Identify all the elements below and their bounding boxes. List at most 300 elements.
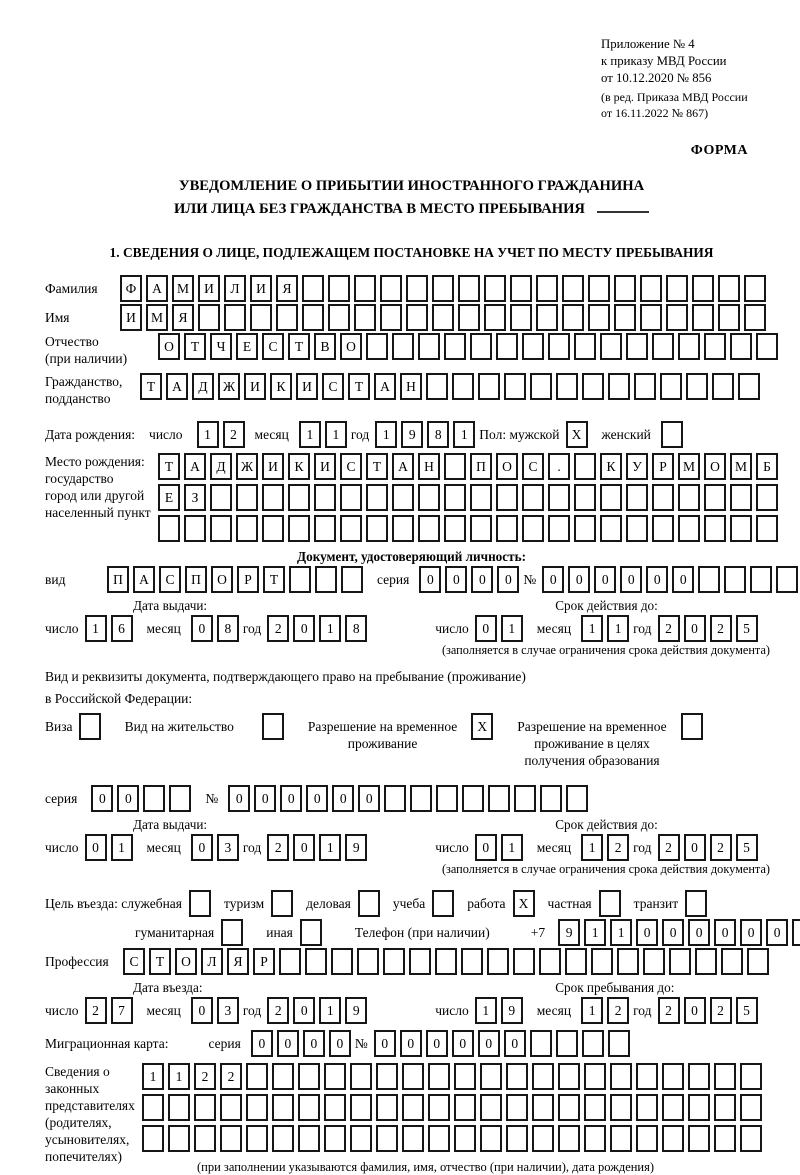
cell-box[interactable] — [688, 1063, 710, 1090]
cell-box[interactable]: 0 — [445, 566, 467, 593]
cell-box[interactable]: 0 — [419, 566, 441, 593]
cell-box[interactable] — [643, 948, 665, 975]
cell-box[interactable] — [678, 515, 700, 542]
cell-box[interactable]: 0 — [358, 785, 380, 812]
cell-box[interactable] — [302, 275, 324, 302]
cell-box[interactable] — [246, 1125, 268, 1152]
cell-box[interactable] — [662, 1063, 684, 1090]
cell-box[interactable] — [142, 1125, 164, 1152]
cell-box[interactable] — [444, 333, 466, 360]
cell-box[interactable]: С — [322, 373, 344, 400]
doc-valid-year-cells[interactable] — [658, 615, 762, 642]
cell-box[interactable]: Н — [400, 373, 422, 400]
cell-box[interactable]: 0 — [684, 834, 706, 861]
cell-box[interactable]: О — [340, 333, 362, 360]
cell-box[interactable] — [435, 948, 457, 975]
cell-box[interactable]: 6 — [111, 615, 133, 642]
cell-box[interactable] — [340, 515, 362, 542]
cell-box[interactable]: 1 — [197, 421, 219, 448]
cell-box[interactable] — [272, 1063, 294, 1090]
cell-box[interactable] — [510, 275, 532, 302]
cell-box[interactable] — [444, 515, 466, 542]
cell-box[interactable] — [660, 373, 682, 400]
cell-box[interactable]: 0 — [740, 919, 762, 946]
cell-box[interactable]: 5 — [736, 615, 758, 642]
cell-box[interactable]: 0 — [426, 1030, 448, 1057]
cell-box[interactable]: М — [678, 453, 700, 480]
cell-box[interactable] — [740, 1063, 762, 1090]
cell-box[interactable] — [406, 304, 428, 331]
cell-box[interactable] — [744, 304, 766, 331]
cell-box[interactable]: 0 — [191, 997, 213, 1024]
cell-box[interactable]: 0 — [478, 1030, 500, 1057]
cell-box[interactable] — [747, 948, 769, 975]
cell-box[interactable]: У — [626, 453, 648, 480]
cell-box[interactable]: 0 — [475, 834, 497, 861]
cell-box[interactable] — [341, 566, 363, 593]
cell-box[interactable]: Т — [288, 333, 310, 360]
cell-box[interactable] — [158, 515, 180, 542]
cell-box[interactable] — [168, 1094, 190, 1121]
cell-box[interactable]: 1 — [168, 1063, 190, 1090]
cell-box[interactable] — [510, 304, 532, 331]
cell-box[interactable] — [198, 304, 220, 331]
cell-box[interactable]: 2 — [710, 997, 732, 1024]
cell-box[interactable]: 1 — [501, 615, 523, 642]
cell-box[interactable] — [488, 785, 510, 812]
cell-box[interactable]: А — [374, 373, 396, 400]
cell-box[interactable] — [614, 275, 636, 302]
cell-box[interactable] — [324, 1063, 346, 1090]
cell-box[interactable] — [756, 515, 778, 542]
cell-box[interactable] — [366, 484, 388, 511]
cell-box[interactable]: 0 — [91, 785, 113, 812]
purpose-humanitarian-checkbox[interactable] — [221, 919, 247, 946]
cell-box[interactable] — [698, 566, 720, 593]
cell-box[interactable]: 1 — [581, 615, 603, 642]
cell-box[interactable] — [536, 304, 558, 331]
cell-box[interactable] — [730, 484, 752, 511]
cell-box[interactable] — [718, 275, 740, 302]
cell-box[interactable]: 0 — [688, 919, 710, 946]
cell-box[interactable]: М — [172, 275, 194, 302]
surname-cells[interactable] — [120, 275, 770, 302]
cell-box[interactable] — [376, 1125, 398, 1152]
cell-box[interactable]: 9 — [558, 919, 580, 946]
cell-box[interactable]: 2 — [223, 421, 245, 448]
cell-box[interactable] — [662, 1094, 684, 1121]
doc-number-cells[interactable] — [542, 566, 800, 593]
cell-box[interactable]: И — [262, 453, 284, 480]
cell-box[interactable] — [271, 890, 293, 917]
cell-box[interactable] — [744, 275, 766, 302]
cell-box[interactable] — [558, 1094, 580, 1121]
residence-valid-day-cells[interactable] — [475, 834, 527, 861]
cell-box[interactable] — [376, 1063, 398, 1090]
cell-box[interactable]: 1 — [584, 919, 606, 946]
cell-box[interactable] — [692, 304, 714, 331]
cell-box[interactable] — [426, 373, 448, 400]
cell-box[interactable]: 1 — [453, 421, 475, 448]
cell-box[interactable] — [582, 1030, 604, 1057]
cell-box[interactable] — [608, 373, 630, 400]
cell-box[interactable] — [470, 515, 492, 542]
cell-box[interactable]: 0 — [85, 834, 107, 861]
cell-box[interactable] — [436, 785, 458, 812]
cell-box[interactable]: 2 — [710, 615, 732, 642]
purpose-private-checkbox[interactable] — [599, 890, 625, 917]
cell-box[interactable]: П — [107, 566, 129, 593]
cell-box[interactable]: Ж — [218, 373, 240, 400]
residence-issue-month-cells[interactable] — [191, 834, 243, 861]
cell-box[interactable]: Т — [158, 453, 180, 480]
cell-box[interactable] — [380, 275, 402, 302]
cell-box[interactable] — [432, 890, 454, 917]
cell-box[interactable] — [669, 948, 691, 975]
cell-box[interactable] — [328, 275, 350, 302]
cell-box[interactable]: И — [120, 304, 142, 331]
doc-valid-day-cells[interactable] — [475, 615, 527, 642]
cell-box[interactable] — [750, 566, 772, 593]
residence-permit-checkbox[interactable] — [262, 713, 288, 740]
cell-box[interactable] — [666, 275, 688, 302]
cell-box[interactable]: 0 — [475, 615, 497, 642]
cell-box[interactable] — [279, 948, 301, 975]
doc-issue-day-cells[interactable] — [85, 615, 137, 642]
cell-box[interactable]: К — [270, 373, 292, 400]
cell-box[interactable] — [272, 1125, 294, 1152]
purpose-transit-checkbox[interactable] — [685, 890, 711, 917]
cell-box[interactable]: 2 — [658, 615, 680, 642]
cell-box[interactable] — [340, 484, 362, 511]
cell-box[interactable] — [685, 890, 707, 917]
doc-series-cells[interactable] — [419, 566, 523, 593]
cell-box[interactable] — [626, 484, 648, 511]
cell-box[interactable] — [210, 484, 232, 511]
cell-box[interactable]: 1 — [111, 834, 133, 861]
cell-box[interactable] — [678, 484, 700, 511]
cell-box[interactable]: 2 — [710, 834, 732, 861]
cell-box[interactable] — [704, 333, 726, 360]
cell-box[interactable] — [300, 919, 322, 946]
residence-valid-month-cells[interactable] — [581, 834, 633, 861]
cell-box[interactable]: 3 — [217, 997, 239, 1024]
profession-cells[interactable] — [123, 948, 773, 975]
cell-box[interactable] — [692, 275, 714, 302]
cell-box[interactable]: 2 — [85, 997, 107, 1024]
cell-box[interactable] — [574, 333, 596, 360]
cell-box[interactable] — [574, 515, 596, 542]
cell-box[interactable]: Р — [652, 453, 674, 480]
cell-box[interactable]: 0 — [191, 834, 213, 861]
cell-box[interactable]: Т — [348, 373, 370, 400]
cell-box[interactable] — [582, 373, 604, 400]
purpose-study-checkbox[interactable] — [432, 890, 458, 917]
cell-box[interactable]: Б — [756, 453, 778, 480]
cell-box[interactable] — [496, 484, 518, 511]
cell-box[interactable] — [614, 304, 636, 331]
cell-box[interactable] — [584, 1125, 606, 1152]
cell-box[interactable]: 1 — [475, 997, 497, 1024]
cell-box[interactable] — [504, 373, 526, 400]
cell-box[interactable] — [458, 304, 480, 331]
cell-box[interactable] — [756, 484, 778, 511]
doc-valid-month-cells[interactable] — [581, 615, 633, 642]
cell-box[interactable]: 1 — [325, 421, 347, 448]
cell-box[interactable] — [314, 515, 336, 542]
cell-box[interactable]: 9 — [501, 997, 523, 1024]
cell-box[interactable] — [392, 515, 414, 542]
cell-box[interactable] — [636, 1125, 658, 1152]
cell-box[interactable]: 0 — [684, 997, 706, 1024]
cell-box[interactable] — [305, 948, 327, 975]
cell-box[interactable] — [428, 1094, 450, 1121]
cell-box[interactable]: В — [314, 333, 336, 360]
cell-box[interactable] — [410, 785, 432, 812]
cell-box[interactable]: О — [211, 566, 233, 593]
cell-box[interactable]: 0 — [471, 566, 493, 593]
cell-box[interactable] — [354, 304, 376, 331]
cell-box[interactable] — [730, 515, 752, 542]
cell-box[interactable] — [496, 333, 518, 360]
cell-box[interactable] — [506, 1125, 528, 1152]
cell-box[interactable]: 1 — [319, 834, 341, 861]
cell-box[interactable] — [522, 484, 544, 511]
cell-box[interactable] — [350, 1094, 372, 1121]
cell-box[interactable]: Р — [237, 566, 259, 593]
cell-box[interactable]: 1 — [299, 421, 321, 448]
birth-month-cells[interactable] — [299, 421, 351, 448]
cell-box[interactable]: 0 — [117, 785, 139, 812]
representatives-row3-cells[interactable] — [142, 1125, 766, 1152]
cell-box[interactable] — [409, 948, 431, 975]
cell-box[interactable] — [574, 453, 596, 480]
visa-checkbox[interactable] — [79, 713, 105, 740]
cell-box[interactable]: Ж — [236, 453, 258, 480]
cell-box[interactable] — [315, 566, 337, 593]
cell-box[interactable]: 5 — [736, 834, 758, 861]
cell-box[interactable]: 8 — [345, 615, 367, 642]
cell-box[interactable]: 2 — [267, 615, 289, 642]
cell-box[interactable] — [380, 304, 402, 331]
cell-box[interactable] — [634, 373, 656, 400]
cell-box[interactable] — [548, 515, 570, 542]
cell-box[interactable] — [714, 1063, 736, 1090]
cell-box[interactable] — [599, 890, 621, 917]
cell-box[interactable] — [652, 484, 674, 511]
cell-box[interactable] — [530, 1030, 552, 1057]
purpose-other-checkbox[interactable] — [300, 919, 326, 946]
purpose-tourism-checkbox[interactable] — [271, 890, 297, 917]
cell-box[interactable]: И — [314, 453, 336, 480]
cell-box[interactable] — [470, 484, 492, 511]
cell-box[interactable] — [688, 1125, 710, 1152]
cell-box[interactable] — [532, 1063, 554, 1090]
cell-box[interactable] — [406, 275, 428, 302]
cell-box[interactable] — [608, 1030, 630, 1057]
citizenship-cells[interactable] — [140, 373, 764, 400]
cell-box[interactable]: 0 — [303, 1030, 325, 1057]
cell-box[interactable] — [418, 484, 440, 511]
cell-box[interactable] — [331, 948, 353, 975]
cell-box[interactable]: Т — [184, 333, 206, 360]
cell-box[interactable]: 1 — [581, 834, 603, 861]
cell-box[interactable] — [730, 333, 752, 360]
cell-box[interactable] — [384, 785, 406, 812]
cell-box[interactable]: А — [146, 275, 168, 302]
cell-box[interactable]: Л — [201, 948, 223, 975]
cell-box[interactable]: 2 — [607, 997, 629, 1024]
cell-box[interactable]: И — [250, 275, 272, 302]
stay-year-cells[interactable] — [658, 997, 762, 1024]
cell-box[interactable] — [487, 948, 509, 975]
cell-box[interactable] — [428, 1125, 450, 1152]
cell-box[interactable]: 2 — [607, 834, 629, 861]
cell-box[interactable] — [142, 1094, 164, 1121]
cell-box[interactable] — [522, 515, 544, 542]
cell-box[interactable]: 0 — [452, 1030, 474, 1057]
cell-box[interactable]: 1 — [501, 834, 523, 861]
cell-box[interactable] — [236, 484, 258, 511]
cell-box[interactable]: 0 — [568, 566, 590, 593]
cell-box[interactable] — [738, 373, 760, 400]
cell-box[interactable]: Р — [253, 948, 275, 975]
cell-box[interactable]: С — [123, 948, 145, 975]
cell-box[interactable]: X — [471, 713, 493, 740]
cell-box[interactable]: 0 — [620, 566, 642, 593]
cell-box[interactable] — [288, 484, 310, 511]
cell-box[interactable]: 8 — [427, 421, 449, 448]
cell-box[interactable] — [496, 515, 518, 542]
cell-box[interactable] — [444, 453, 466, 480]
cell-box[interactable]: Е — [236, 333, 258, 360]
cell-box[interactable]: А — [392, 453, 414, 480]
temp-residence-education-checkbox[interactable] — [681, 713, 707, 740]
cell-box[interactable] — [220, 1125, 242, 1152]
cell-box[interactable]: 0 — [254, 785, 276, 812]
cell-box[interactable] — [246, 1063, 268, 1090]
entry-day-cells[interactable] — [85, 997, 137, 1024]
cell-box[interactable]: 0 — [191, 615, 213, 642]
cell-box[interactable] — [688, 1094, 710, 1121]
cell-box[interactable]: А — [133, 566, 155, 593]
cell-box[interactable] — [792, 919, 800, 946]
cell-box[interactable]: 0 — [497, 566, 519, 593]
cell-box[interactable]: Л — [224, 275, 246, 302]
cell-box[interactable] — [168, 1125, 190, 1152]
cell-box[interactable]: И — [244, 373, 266, 400]
cell-box[interactable] — [262, 484, 284, 511]
cell-box[interactable]: Я — [172, 304, 194, 331]
cell-box[interactable]: Е — [158, 484, 180, 511]
cell-box[interactable] — [740, 1094, 762, 1121]
cell-box[interactable] — [324, 1094, 346, 1121]
stay-day-cells[interactable] — [475, 997, 527, 1024]
gender-female-checkbox[interactable] — [661, 421, 687, 448]
cell-box[interactable] — [224, 304, 246, 331]
cell-box[interactable] — [678, 333, 700, 360]
cell-box[interactable] — [584, 1063, 606, 1090]
cell-box[interactable]: О — [175, 948, 197, 975]
cell-box[interactable]: 8 — [217, 615, 239, 642]
doc-issue-year-cells[interactable] — [267, 615, 371, 642]
temp-residence-checkbox[interactable] — [471, 713, 497, 740]
cell-box[interactable] — [610, 1063, 632, 1090]
cell-box[interactable] — [357, 948, 379, 975]
cell-box[interactable]: 2 — [267, 997, 289, 1024]
cell-box[interactable] — [530, 373, 552, 400]
cell-box[interactable]: 0 — [672, 566, 694, 593]
cell-box[interactable] — [506, 1063, 528, 1090]
cell-box[interactable]: И — [198, 275, 220, 302]
cell-box[interactable] — [636, 1094, 658, 1121]
cell-box[interactable]: 1 — [607, 615, 629, 642]
cell-box[interactable]: К — [288, 453, 310, 480]
cell-box[interactable] — [532, 1094, 554, 1121]
cell-box[interactable]: З — [184, 484, 206, 511]
residence-valid-year-cells[interactable] — [658, 834, 762, 861]
cell-box[interactable]: 0 — [542, 566, 564, 593]
cell-box[interactable] — [418, 333, 440, 360]
doc-kind-cells[interactable] — [107, 566, 367, 593]
cell-box[interactable] — [714, 1125, 736, 1152]
cell-box[interactable]: Ч — [210, 333, 232, 360]
cell-box[interactable]: И — [296, 373, 318, 400]
cell-box[interactable] — [143, 785, 165, 812]
cell-box[interactable]: Д — [210, 453, 232, 480]
stay-month-cells[interactable] — [581, 997, 633, 1024]
cell-box[interactable] — [470, 333, 492, 360]
cell-box[interactable] — [484, 275, 506, 302]
cell-box[interactable] — [478, 373, 500, 400]
cell-box[interactable] — [79, 713, 101, 740]
cell-box[interactable]: 0 — [504, 1030, 526, 1057]
cell-box[interactable] — [574, 484, 596, 511]
cell-box[interactable]: 1 — [85, 615, 107, 642]
cell-box[interactable] — [721, 948, 743, 975]
cell-box[interactable]: А — [166, 373, 188, 400]
cell-box[interactable] — [402, 1125, 424, 1152]
cell-box[interactable] — [584, 1094, 606, 1121]
cell-box[interactable]: 0 — [766, 919, 788, 946]
cell-box[interactable] — [704, 515, 726, 542]
cell-box[interactable]: 7 — [111, 997, 133, 1024]
cell-box[interactable] — [540, 785, 562, 812]
cell-box[interactable] — [184, 515, 206, 542]
cell-box[interactable]: X — [513, 890, 535, 917]
cell-box[interactable] — [591, 948, 613, 975]
residence-series-cells[interactable] — [91, 785, 195, 812]
name-cells[interactable] — [120, 304, 770, 331]
doc-issue-month-cells[interactable] — [191, 615, 243, 642]
cell-box[interactable]: Ф — [120, 275, 142, 302]
cell-box[interactable] — [681, 713, 703, 740]
cell-box[interactable] — [600, 515, 622, 542]
cell-box[interactable] — [194, 1125, 216, 1152]
cell-box[interactable]: 3 — [217, 834, 239, 861]
cell-box[interactable] — [562, 275, 584, 302]
cell-box[interactable] — [640, 275, 662, 302]
cell-box[interactable] — [358, 890, 380, 917]
cell-box[interactable] — [288, 515, 310, 542]
cell-box[interactable] — [366, 515, 388, 542]
cell-box[interactable]: П — [185, 566, 207, 593]
residence-issue-day-cells[interactable] — [85, 834, 137, 861]
cell-box[interactable] — [169, 785, 191, 812]
cell-box[interactable] — [588, 275, 610, 302]
cell-box[interactable]: О — [496, 453, 518, 480]
cell-box[interactable]: 1 — [142, 1063, 164, 1090]
